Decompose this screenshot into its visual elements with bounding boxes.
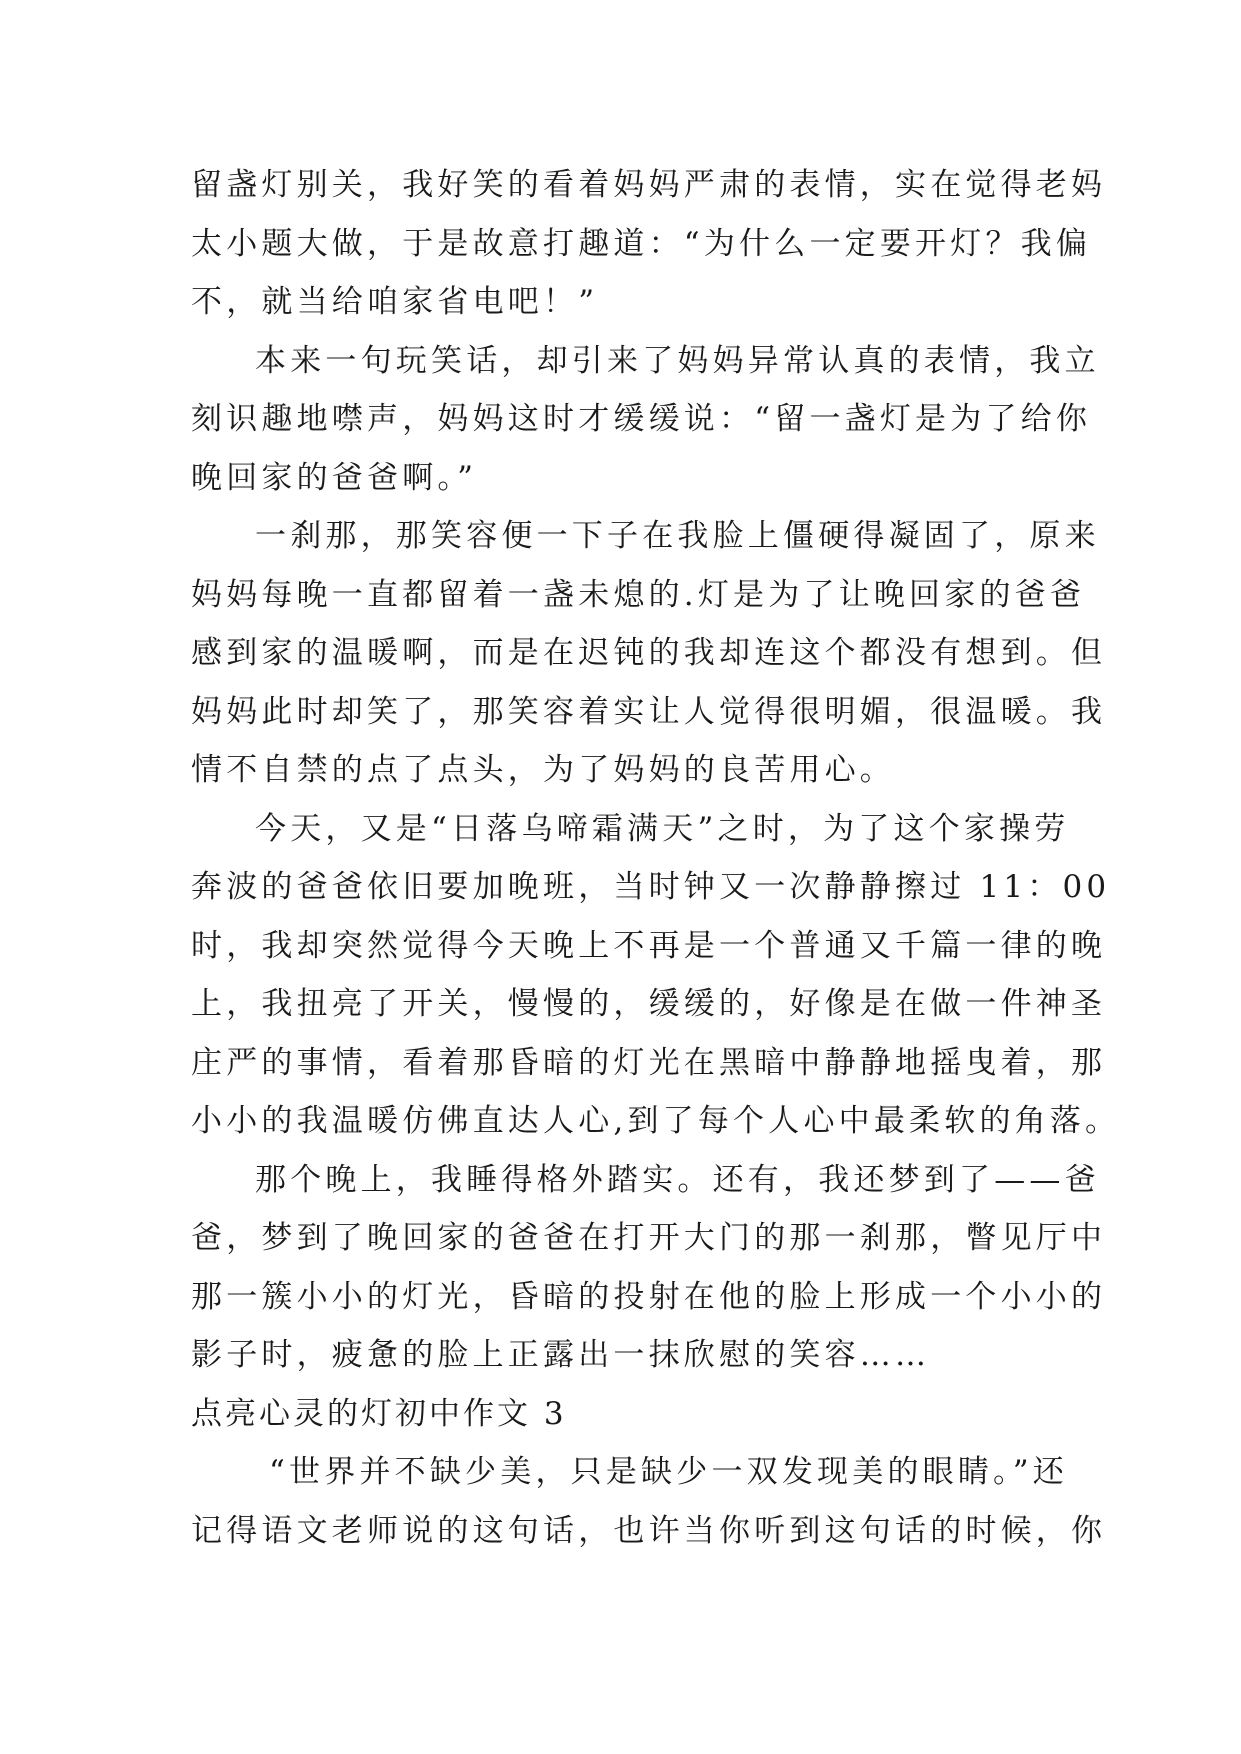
text-line: 刻识趣地噤声，妈妈这时才缓缓说：“留一盏灯是为了给你 [191,401,1092,437]
text-line: 太小题大做，于是故意打趣道：“为什么一定要开灯？我偏 [191,225,1092,262]
text-line: 妈妈此时却笑了，那笑容着实让人觉得很明媚，很温暖。我 [191,693,1107,730]
section-heading: 点亮心灵的灯初中作文 3 [191,1395,567,1432]
text-line: 情不自禁的点了点头，为了妈妈的良苦用心。 [191,752,895,788]
paragraph-first-line: “世界并不缺少美，只是缺少一双发现美的眼睛。”还 [269,1454,1068,1490]
text-line: 时，我却突然觉得今天晚上不再是一个普通又千篇一律的晚 [191,927,1107,964]
text-line: 那一簇小小的灯光，昏暗的投射在他的脸上形成一个小小的 [191,1278,1107,1315]
paragraph-first-line: 本来一句玩笑话，却引来了妈妈异常认真的表情，我立 [255,342,1100,379]
text-line: 庄严的事情，看着那昏暗的灯光在黑暗中静静地摇曳着，那 [191,1044,1107,1081]
text-line: 影子时，疲惫的脸上正露出一抹欣慰的笑容…… [191,1337,931,1373]
text-line: 留盏灯别关，我好笑的看着妈妈严肃的表情，实在觉得老妈 [191,167,1107,203]
text-line: 小小的我温暖仿佛直达人心,到了每个人心中最柔软的角落。 [191,1103,1121,1139]
text-line: 上，我扭亮了开关，慢慢的，缓缓的，好像是在做一件神圣 [191,986,1107,1022]
paragraph-first-line: 一刹那，那笑容便一下子在我脸上僵硬得凝固了，原来 [255,518,1100,554]
text-line: 奔波的爸爸依旧要加晚班，当时钟又一次静静擦过 11：00 [191,869,1111,905]
text-line: 感到家的温暖啊，而是在迟钝的我却连这个都没有想到。但 [191,635,1107,671]
paragraph-first-line: 今天，又是“日落乌啼霜满天”之时，为了这个家操劳 [255,810,1070,847]
text-line: 妈妈每晚一直都留着一盏未熄的.灯是为了让晚回家的爸爸 [191,576,1086,613]
text-line: 记得语文老师说的这句话，也许当你听到这句话的时候，你 [191,1512,1107,1549]
document-body [191,156,1121,1560]
text-line: 不，就当给咱家省电吧！” [191,284,599,320]
text-line: 爸，梦到了晚回家的爸爸在打开大门的那一刹那，瞥见厅中 [191,1220,1107,1256]
paragraph-first-line: 那个晚上，我睡得格外踏实。还有，我还梦到了——爸 [255,1161,1100,1198]
text-line: 晚回家的爸爸啊。” [191,459,478,496]
